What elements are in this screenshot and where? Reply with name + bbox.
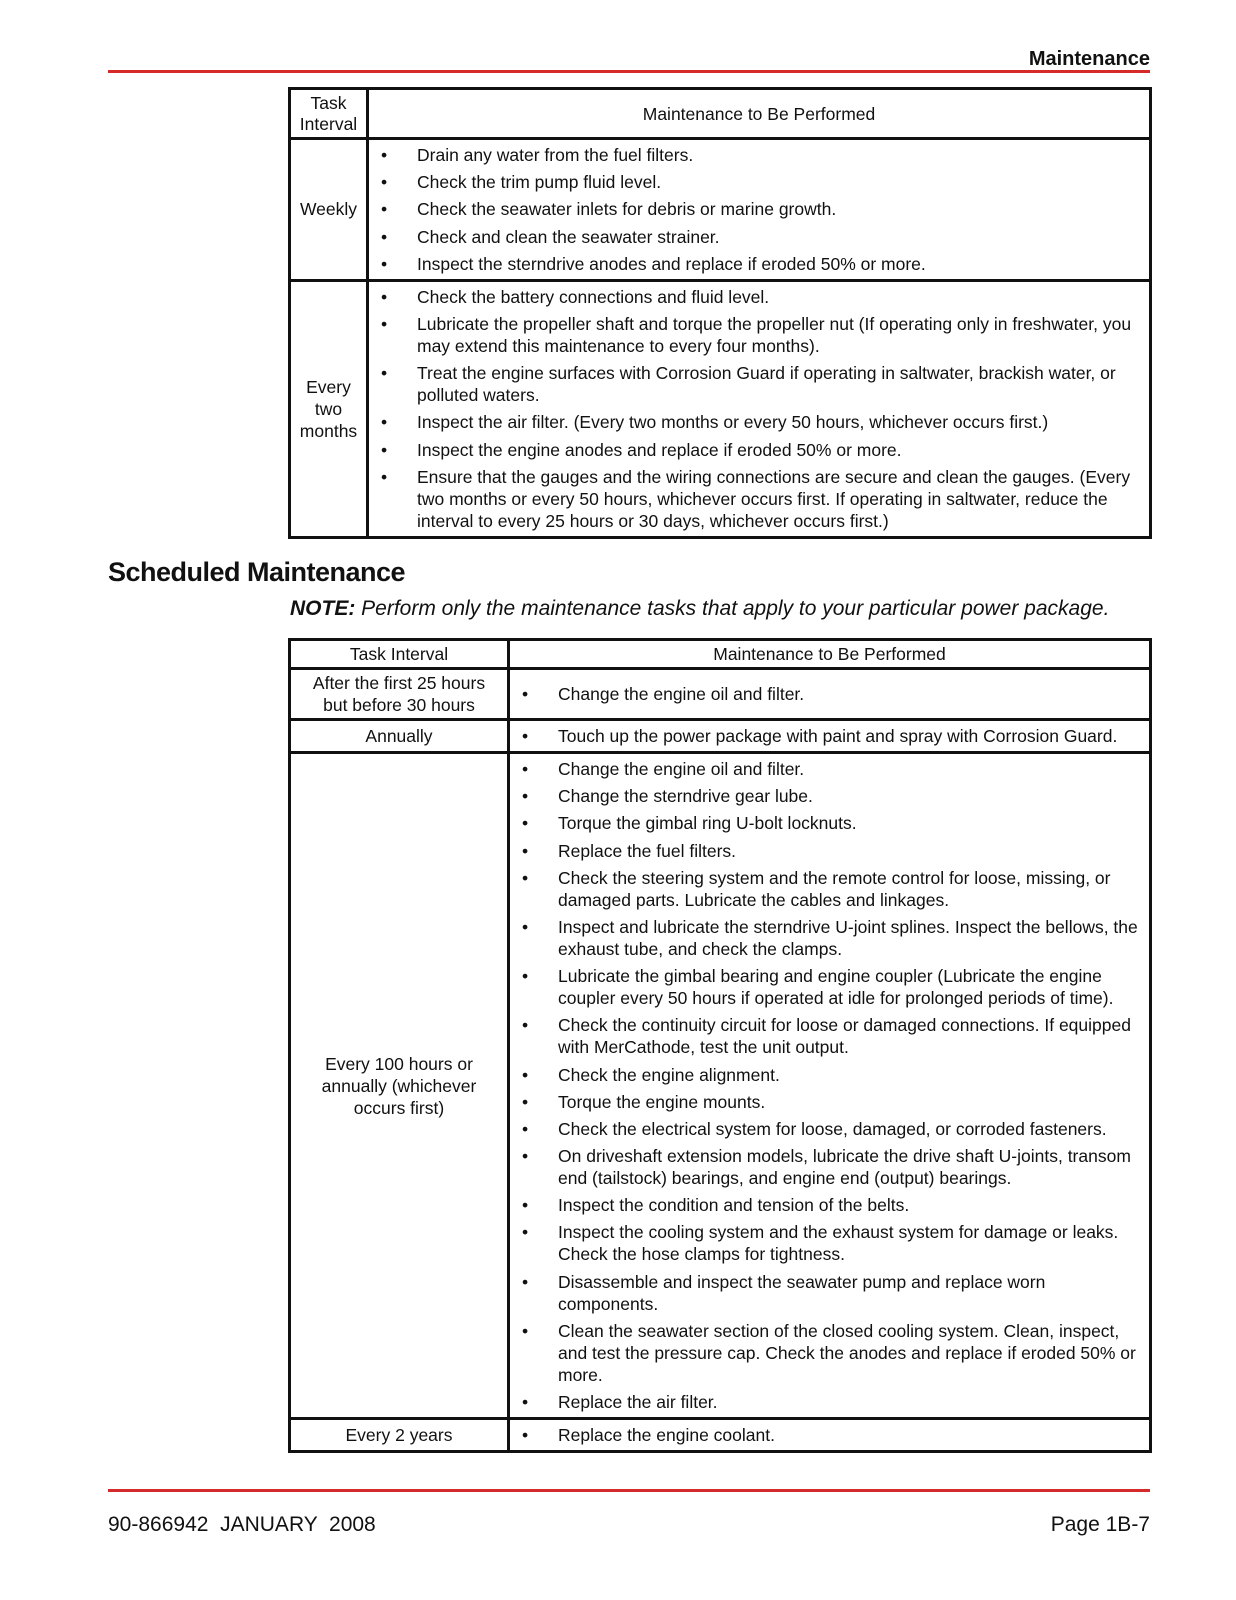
bullet-icon: • — [381, 172, 388, 193]
item-text: Ensure that the gauges and the wiring connections are secure and clean the gauges. (Every two months or every 50 hours, whichever occurs first. If operating in saltwater, reduce the interval to every 25 hours or 30 days, whichever occurs first.) — [417, 466, 1131, 531]
item-text: Check the battery connections and fluid level. — [417, 286, 770, 307]
item-text: Torque the engine mounts. — [558, 1091, 766, 1112]
list-item — [369, 466, 1145, 532]
list-item — [369, 144, 1145, 166]
list-item — [510, 1014, 1145, 1058]
item-text: Inspect the engine anodes and replace if eroded 50% or more. — [417, 439, 902, 460]
maintenance-items — [368, 280, 1151, 537]
bullet-icon: • — [522, 916, 529, 937]
item-text: Replace the fuel filters. — [558, 840, 737, 861]
item-text: Check the seawater inlets for debris or marine growth. — [417, 199, 837, 220]
col-task-interval: Task Interval — [290, 640, 509, 669]
bullet-icon: • — [381, 466, 388, 487]
list-item — [369, 171, 1145, 193]
bullet-icon: • — [381, 226, 388, 247]
maintenance-items — [368, 139, 1151, 281]
task-interval: Every 100 hours or annually (whichever occurs first) — [290, 753, 509, 1419]
col-task-interval: Task Interval — [290, 89, 368, 139]
item-text: Check the continuity circuit for loose or damaged connections. If equipped with MerCathode, test the unit output. — [558, 1015, 1131, 1058]
item-text: Lubricate the propeller shaft and torque the propeller nut (If operating only in freshwater, you may extend this maintenance to every four months). — [417, 313, 1132, 356]
bullet-list — [510, 679, 1149, 709]
bullet-icon: • — [522, 813, 529, 834]
list-item — [369, 362, 1145, 406]
page-number: Page 1B-7 — [1050, 1513, 1150, 1536]
list-item — [510, 1391, 1145, 1413]
bullet-icon: • — [522, 1320, 529, 1341]
item-text: Drain any water from the fuel filters. — [417, 145, 694, 165]
bullet-icon: • — [522, 1015, 529, 1036]
bullet-icon: • — [381, 286, 388, 307]
bullet-icon: • — [522, 684, 529, 704]
list-item — [510, 1091, 1145, 1113]
section-header: Maintenance — [1028, 48, 1150, 70]
bullet-icon: • — [522, 1271, 529, 1292]
bullet-icon: • — [522, 1392, 529, 1412]
task-interval: Every two months — [290, 280, 368, 537]
list-item — [369, 411, 1145, 433]
bullet-icon: • — [522, 1146, 529, 1167]
list-item — [510, 1424, 1145, 1446]
item-text: On driveshaft extension models, lubricate the drive shaft U-joints, transom end (tailstock) bearings, and engine end (output) bearings. — [558, 1146, 1131, 1189]
footer-rule — [108, 1489, 1150, 1492]
section-title: Scheduled Maintenance — [108, 557, 406, 587]
list-item — [510, 725, 1145, 747]
item-text: Check the trim pump fluid level. — [417, 172, 662, 193]
bullet-icon: • — [522, 1064, 529, 1085]
bullet-icon: • — [381, 363, 388, 384]
item-text: Inspect the sterndrive anodes and replace if eroded 50% or more. — [417, 253, 926, 274]
bullet-icon: • — [381, 313, 388, 334]
list-item — [369, 198, 1145, 220]
weekly-maintenance-table — [288, 87, 1152, 539]
item-text: Inspect the cooling system and the exhaust system for damage or leaks. Check the hose clamps for tightness. — [558, 1222, 1119, 1265]
bullet-icon: • — [522, 840, 529, 861]
table-row — [290, 753, 1151, 1419]
header-rule — [108, 70, 1150, 73]
bullet-icon: • — [522, 726, 529, 746]
list-item — [510, 1221, 1145, 1265]
task-interval: Weekly — [290, 139, 368, 281]
item-text: Check the engine alignment. — [558, 1064, 780, 1085]
item-text: Inspect the condition and tension of the belts. — [558, 1195, 910, 1216]
item-text: Inspect and lubricate the sterndrive U-joint splines. Inspect the bellows, the exhaust tube, and check the clamps. — [558, 916, 1138, 959]
bullet-icon: • — [522, 966, 529, 987]
bullet-icon: • — [522, 867, 529, 888]
bullet-icon: • — [522, 1118, 529, 1139]
bullet-icon: • — [381, 412, 388, 433]
bullet-list — [369, 140, 1149, 279]
list-item — [369, 226, 1145, 248]
list-item — [510, 1064, 1145, 1086]
list-item — [510, 683, 1145, 705]
list-item — [369, 253, 1145, 275]
maintenance-items — [509, 1419, 1151, 1452]
table-row — [290, 139, 1151, 281]
note-text: Perform only the maintenance tasks that apply to your particular power package. — [361, 597, 1110, 620]
item-text: Lubricate the gimbal bearing and engine coupler (Lubricate the engine coupler every 50 hours if operated at idle for prolonged periods of time). — [558, 966, 1114, 1009]
task-interval: Annually — [290, 720, 509, 753]
list-item — [369, 313, 1145, 357]
table-row — [290, 1419, 1151, 1452]
note-label: NOTE: — [290, 597, 356, 620]
list-item — [510, 1118, 1145, 1140]
item-text: Change the engine oil and filter. — [558, 759, 805, 779]
task-interval: After the first 25 hours but before 30 hours — [290, 669, 509, 720]
item-text: Touch up the power package with paint and spray with Corrosion Guard. — [558, 726, 1118, 746]
item-text: Torque the gimbal ring U-bolt locknuts. — [558, 813, 857, 834]
maintenance-items — [509, 753, 1151, 1419]
item-text: Check the electrical system for loose, damaged, or corroded fasteners. — [558, 1118, 1107, 1139]
bullet-icon: • — [381, 439, 388, 460]
list-item — [510, 1320, 1145, 1386]
note — [290, 597, 1109, 621]
item-text: Treat the engine surfaces with Corrosion Guard if operating in saltwater, brackish water, or polluted waters. — [417, 363, 1116, 406]
item-text: Check and clean the seawater strainer. — [417, 226, 720, 247]
list-item — [510, 1145, 1145, 1189]
item-text: Inspect the air filter. (Every two months or every 50 hours, whichever occurs first.) — [417, 412, 1049, 433]
bullet-icon: • — [381, 145, 388, 165]
list-item — [510, 965, 1145, 1009]
list-item — [510, 916, 1145, 960]
item-text: Disassemble and inspect the seawater pump and replace worn components. — [558, 1271, 1046, 1314]
maintenance-items — [509, 720, 1151, 753]
scheduled-maintenance-table — [288, 638, 1152, 1453]
list-item — [510, 785, 1145, 807]
list-item — [369, 286, 1145, 308]
col-maintenance: Maintenance to Be Performed — [368, 89, 1151, 139]
list-item — [510, 812, 1145, 834]
col-maintenance: Maintenance to Be Performed — [509, 640, 1151, 669]
bullet-icon: • — [522, 1195, 529, 1216]
task-interval: Every 2 years — [290, 1419, 509, 1452]
bullet-icon: • — [522, 1222, 529, 1243]
item-text: Replace the air filter. — [558, 1392, 718, 1412]
list-item — [369, 439, 1145, 461]
item-text: Change the engine oil and filter. — [558, 684, 805, 704]
bullet-icon: • — [381, 199, 388, 220]
item-text: Change the sterndrive gear lube. — [558, 786, 813, 807]
maintenance-items — [509, 669, 1151, 720]
bullet-icon: • — [522, 759, 529, 779]
bullet-list — [510, 754, 1149, 1417]
bullet-icon: • — [522, 786, 529, 807]
bullet-list — [510, 1420, 1149, 1450]
table-row — [290, 669, 1151, 720]
table-row — [290, 280, 1151, 537]
item-text: Check the steering system and the remote control for loose, missing, or damaged parts. Lubricate the cables and linkages. — [558, 867, 1111, 910]
bullet-icon: • — [522, 1091, 529, 1112]
list-item — [510, 840, 1145, 862]
table-row — [290, 720, 1151, 753]
list-item — [510, 1271, 1145, 1315]
item-text: Replace the engine coolant. — [558, 1425, 775, 1445]
bullet-list — [510, 721, 1149, 751]
bullet-list — [369, 282, 1149, 536]
item-text: Clean the seawater section of the closed cooling system. Clean, inspect, and test the pressure cap. Check the anodes and replace if eroded 50% or more. — [558, 1320, 1136, 1385]
list-item — [510, 758, 1145, 780]
doc-id: 90-866942 JANUARY 2008 — [108, 1513, 376, 1536]
bullet-icon: • — [522, 1425, 529, 1445]
bullet-icon: • — [381, 253, 388, 274]
list-item — [510, 1194, 1145, 1216]
list-item — [510, 867, 1145, 911]
